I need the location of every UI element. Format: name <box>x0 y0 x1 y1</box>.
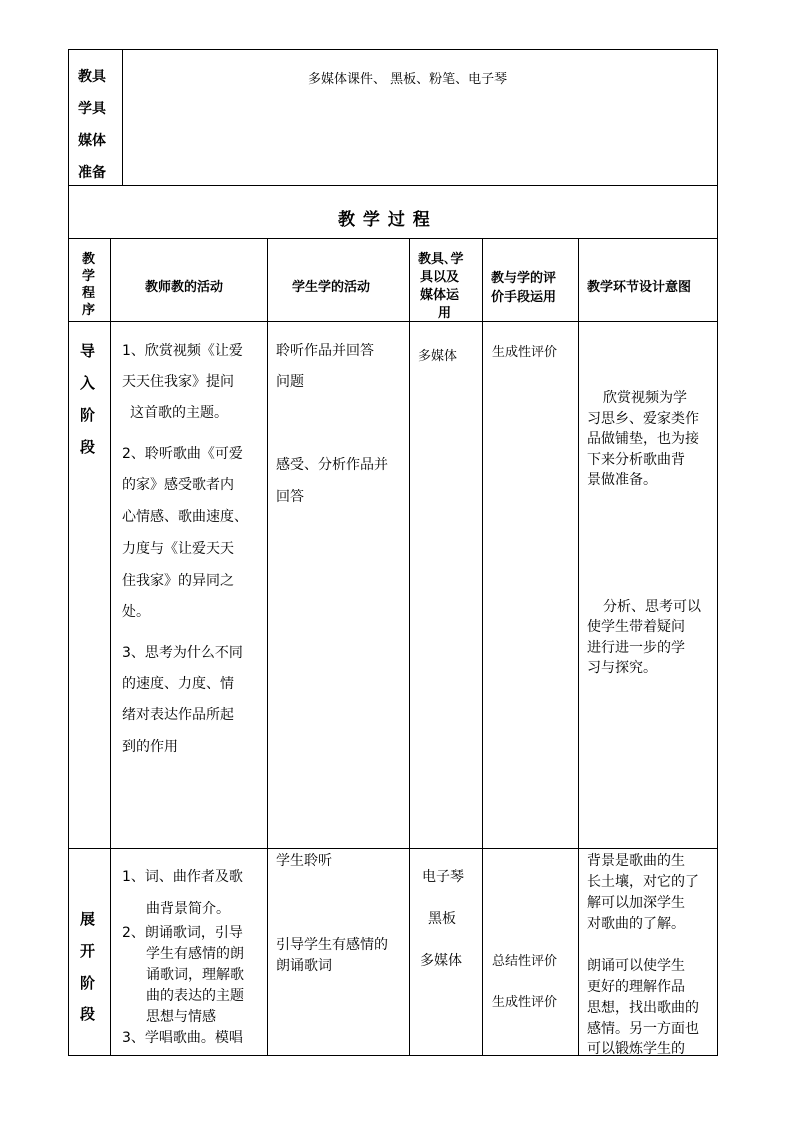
header-tools-line: 教具､学 <box>418 252 464 267</box>
stage1-row-bottom-border <box>68 848 718 849</box>
intent-line: 品做铺垫，也为接 <box>587 431 699 447</box>
header-row-bottom-border <box>68 321 718 322</box>
header-procedure-line: 教 <box>82 252 96 267</box>
section-title: 教 学 过 程 <box>338 210 431 230</box>
teacher-line: 1、词、曲作者及歌 <box>122 869 243 885</box>
prep-label-line: 准备 <box>78 165 106 181</box>
tools-line: 电子琴 <box>422 869 464 885</box>
teacher-line: 曲背景简介。 <box>146 901 230 917</box>
header-evaluation-line: 价手段运用 <box>491 290 557 305</box>
stage2-name-char: 开 <box>80 942 96 960</box>
col-divider-5 <box>578 238 579 1055</box>
teacher-line: 诵歌词，理解歌 <box>146 967 244 983</box>
stage1-tools: 多媒体 <box>418 349 458 364</box>
table-left-border <box>68 49 69 1055</box>
intent-line: 更好的理解作品 <box>587 979 685 995</box>
header-student: 学生学的活动 <box>292 280 371 295</box>
header-tools-line: 用 <box>438 306 452 321</box>
teacher-line: 的速度、力度、情 <box>122 676 234 692</box>
prep-label-line: 学具 <box>78 101 106 117</box>
teacher-line: 学生有感情的朗 <box>146 946 244 962</box>
teacher-line: 绪对表达作品所起 <box>122 707 234 723</box>
col-divider-4 <box>482 238 483 1055</box>
col-divider-3 <box>409 238 410 1055</box>
student-line: 聆听作品并回答 <box>276 343 374 359</box>
teacher-line: 天天住我家》提问 <box>122 374 234 390</box>
intent-line: 下来分析歌曲背 <box>587 452 685 468</box>
intent-line: 长土壤，对它的了 <box>587 874 699 890</box>
header-procedure-line: 序 <box>82 303 96 318</box>
teacher-line: 曲的表达的主题 <box>146 988 244 1004</box>
intent-line: 习与探究。 <box>587 660 657 676</box>
stage1-name-char: 段 <box>80 438 96 456</box>
student-line: 引导学生有感情的 <box>276 937 388 953</box>
col-divider-1 <box>110 238 111 1055</box>
teacher-line: 住我家》的异同之 <box>122 573 234 589</box>
tools-line: 多媒体 <box>420 953 462 969</box>
intent-line: 思想，找出歌曲的 <box>587 1000 699 1016</box>
intent-line: 进行进一步的学 <box>587 640 685 656</box>
intent-line: 对歌曲的了解。 <box>587 916 685 932</box>
intent-line: 分析、思考可以 <box>603 599 701 615</box>
evaluation-line: 总结性评价 <box>492 954 558 969</box>
title-row-bottom-border <box>68 238 718 239</box>
teacher-line: 心情感、歌曲速度、 <box>122 509 248 525</box>
student-line: 学生聆听 <box>276 853 332 869</box>
table-top-border <box>68 49 718 50</box>
intent-line: 可以锻炼学生的 <box>587 1041 685 1057</box>
intent-line: 朗诵可以使学生 <box>587 958 685 974</box>
prep-row-bottom-border <box>68 185 718 186</box>
stage1-name-char: 入 <box>80 374 96 392</box>
teacher-line: 的家》感受歌者内 <box>122 477 234 493</box>
teacher-line: 力度与《让爱天天 <box>122 541 234 557</box>
col-divider-2 <box>267 238 268 1055</box>
teacher-line: 2、朗诵歌词，引导 <box>122 925 243 941</box>
stage1-name-char: 阶 <box>80 406 96 424</box>
intent-line: 解可以加深学生 <box>587 895 685 911</box>
table-right-border <box>717 49 718 1055</box>
header-procedure-line: 程 <box>82 286 96 301</box>
prep-label-divider <box>122 49 123 185</box>
student-line: 感受、分析作品并 <box>276 457 388 473</box>
stage2-name-char: 段 <box>80 1005 96 1023</box>
header-tools-line: 媒体运 <box>420 288 460 303</box>
prep-label-line: 媒体 <box>78 133 106 149</box>
header-intent: 教学环节设计意图 <box>587 280 692 295</box>
teacher-line: 3、学唱歌曲。模唱 <box>122 1030 243 1046</box>
header-procedure-line: 学 <box>82 269 96 284</box>
student-line: 回答 <box>276 489 304 505</box>
teacher-line: 3、思考为什么不同 <box>122 645 243 661</box>
prep-content: 多媒体课件、 黑板、粉笔、电子琴 <box>308 72 508 87</box>
intent-line: 使学生带着疑问 <box>587 619 685 635</box>
teacher-line: 到的作用 <box>122 739 178 755</box>
intent-line: 习思乡、爱家类作 <box>587 411 699 427</box>
teacher-line: 2、聆听歌曲《可爱 <box>122 446 243 462</box>
intent-line: 背景是歌曲的生 <box>587 853 685 869</box>
header-evaluation-line: 教与学的评 <box>491 271 557 286</box>
teacher-line: 思想与情感 <box>146 1009 216 1025</box>
teacher-line: 这首歌的主题。 <box>130 405 228 421</box>
intent-line: 感情。另一方面也 <box>587 1021 699 1037</box>
stage2-name-char: 展 <box>80 910 96 928</box>
header-tools-line: 具以及 <box>420 270 460 285</box>
teacher-line: 处。 <box>122 604 150 620</box>
stage1-evaluation: 生成性评价 <box>492 345 558 360</box>
student-line: 朗诵歌词 <box>276 958 332 974</box>
evaluation-line: 生成性评价 <box>492 995 558 1010</box>
tools-line: 黑板 <box>428 911 456 927</box>
stage1-name-char: 导 <box>80 342 96 360</box>
intent-line: 欣赏视频为学 <box>603 390 687 406</box>
intent-line: 景做准备。 <box>587 472 657 488</box>
prep-label-line: 教具 <box>78 69 106 85</box>
student-line: 问题 <box>276 374 304 390</box>
stage2-name-char: 阶 <box>80 974 96 992</box>
header-teacher: 教师教的活动 <box>145 280 224 295</box>
teacher-line: 1、欣赏视频《让爱 <box>122 343 243 359</box>
